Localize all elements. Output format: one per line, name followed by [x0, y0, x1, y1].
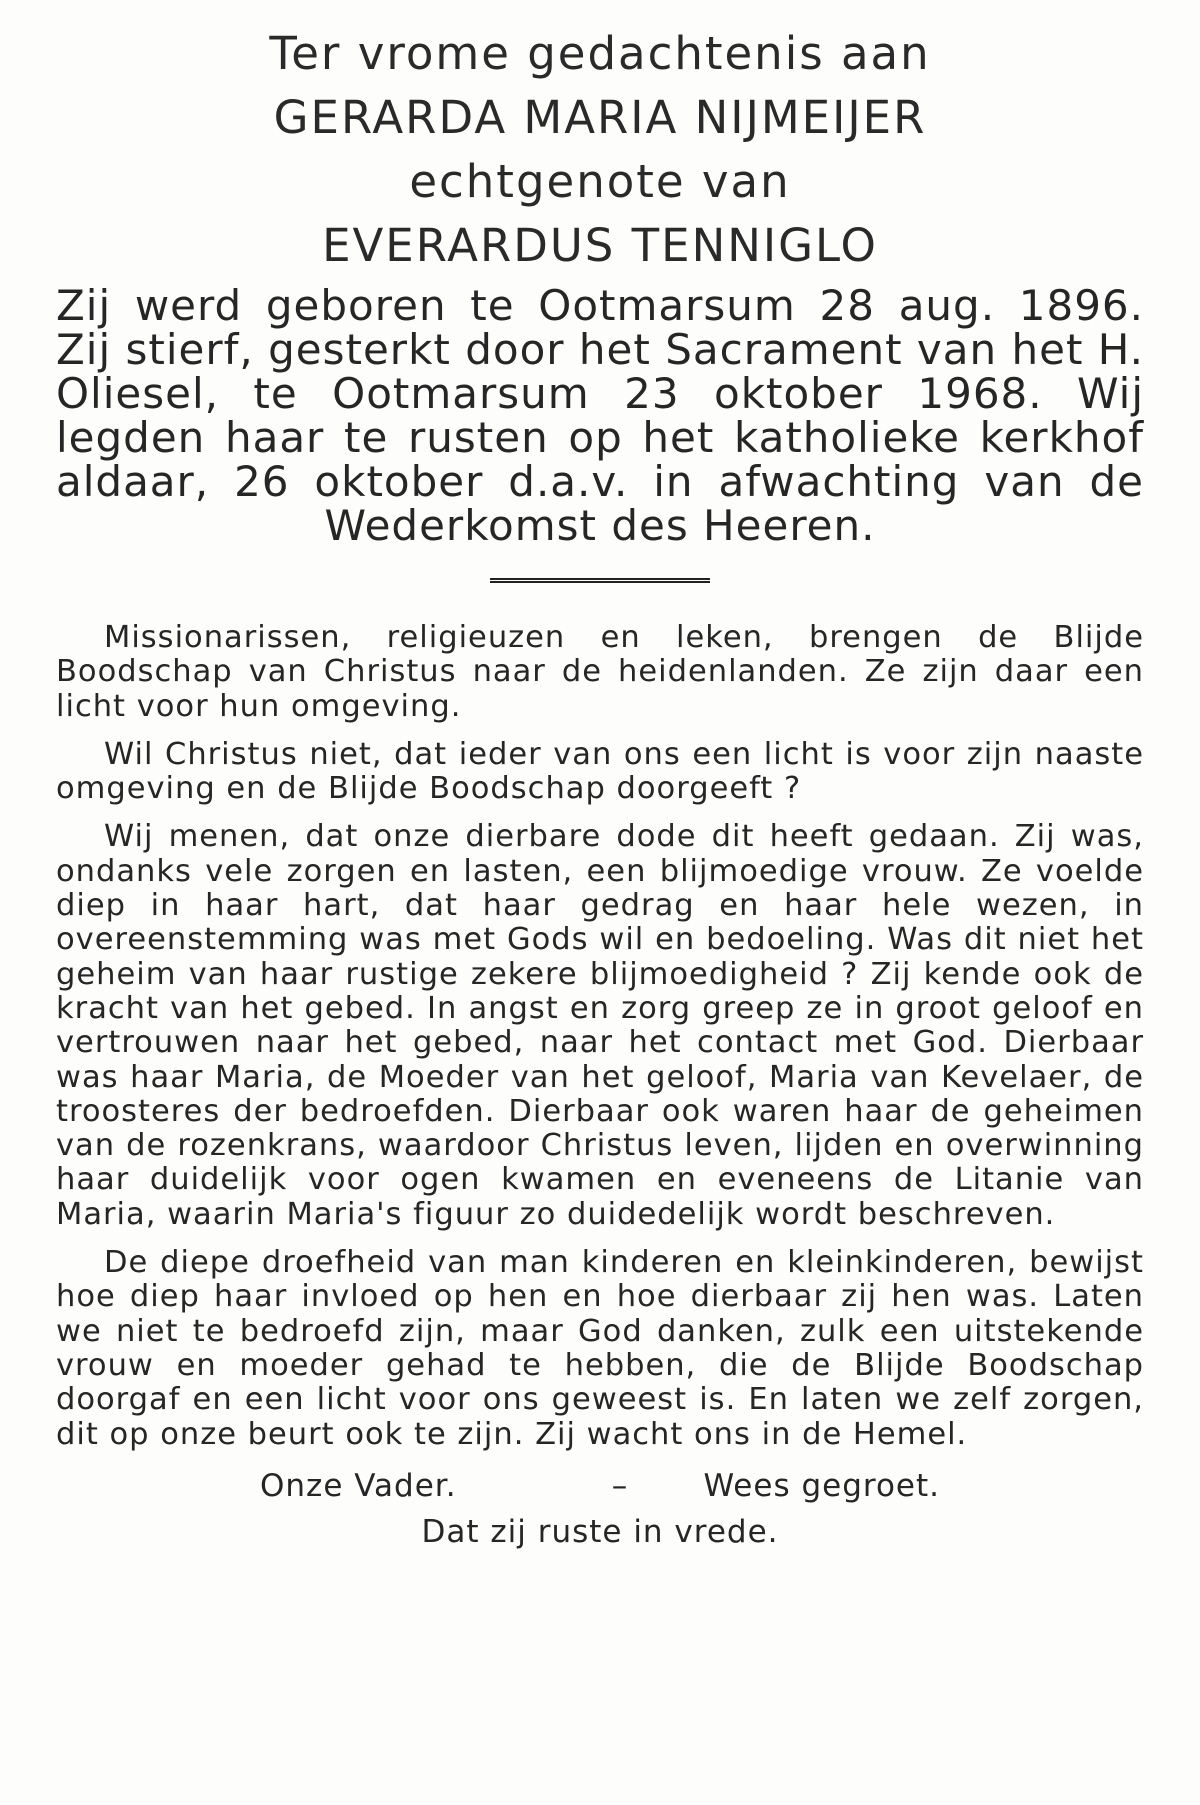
biography-text: Zij werd geboren te Ootmarsum 28 aug. 1896. Zij stierf, gesterkt door het Sacrament van het H. Oliesel, te Ootmarsum 23 oktober 1968. Wij legden haar te rusten op het katholieke kerkhof aldaar, 26 oktober d.a.v. in afwachting van de Wederkomst des Heeren. [56, 281, 1144, 550]
paragraph: Missionarissen, religieuzen en leken, brengen de Blijde Boodschap van Christus naar de heidenlanden. Ze zijn daar een licht voor hun omgeving. [56, 620, 1144, 724]
closing-line: Dat zij ruste in vrede. [421, 1513, 779, 1550]
relation-line: echtgenote van [409, 155, 791, 208]
paragraph: Wij menen, dat onze dierbare dode dit heeft gedaan. Zij was, ondanks vele zorgen en lasten, een blijmoedige vrouw. Ze voelde diep in haar hart, dat haar gedrag en haar hele wezen, in overeenstemming was met Gods wil en bedoeling. Was dit niet het geheim van haar rustige zekere blijmoedigheid ? Zij kende ook de kracht van het gebed. In angst en zorg greep ze in groot geloof en vertrouwen naar het gebed, naar het contact met God. Dierbaar was haar Maria, de Moeder van het geloof, Maria van Kevelaer, de troosteres der bedroefden. Dierbaar ook waren haar de geheimen van de rozenkrans, waardoor Christus leven, lijden en overwinning haar duidelijk voor ogen kwamen en eveneens de Litanie van Maria, waarin Maria's figuur zo duidedelijk wordt beschreven. [56, 819, 1144, 1232]
paragraph: De diepe droefheid van man kinderen en kleinkinderen, bewijst hoe diep haar invloed op hen en hoe dierbaar zij hen was. Laten we niet te bedroefd zijn, maar God danken, zulk een uitstekende vrouw en moeder gehad te hebben, die de Blijde Boodschap doorgaf en een licht voor ons geweest is. En laten we zelf zorgen, dit op onze beurt ook te zijn. Zij wacht ons in de Hemel. [56, 1245, 1144, 1452]
dedication-line: Ter vrome gedachtenis aan [269, 27, 931, 80]
card-header [0, 0, 1200, 278]
prayer-separator: – [611, 1467, 629, 1504]
spouse-name: EVERARDUS TENNIGLO [322, 219, 878, 272]
prayer-hail-mary: Wees gegroet. [703, 1467, 940, 1504]
prayers-block [56, 1466, 1144, 1552]
prayer-row [56, 1466, 1144, 1506]
prayer-our-father: Onze Vader. [260, 1467, 457, 1504]
deceased-name: GERARDA MARIA NIJMEIJER [273, 91, 927, 144]
meditation-text [56, 621, 1144, 1452]
paragraph: Wil Christus niet, dat ieder van ons een licht is voor zijn naaste omgeving en de Blijde Boodschap doorgeeft ? [56, 736, 1144, 807]
section-divider [490, 578, 710, 583]
